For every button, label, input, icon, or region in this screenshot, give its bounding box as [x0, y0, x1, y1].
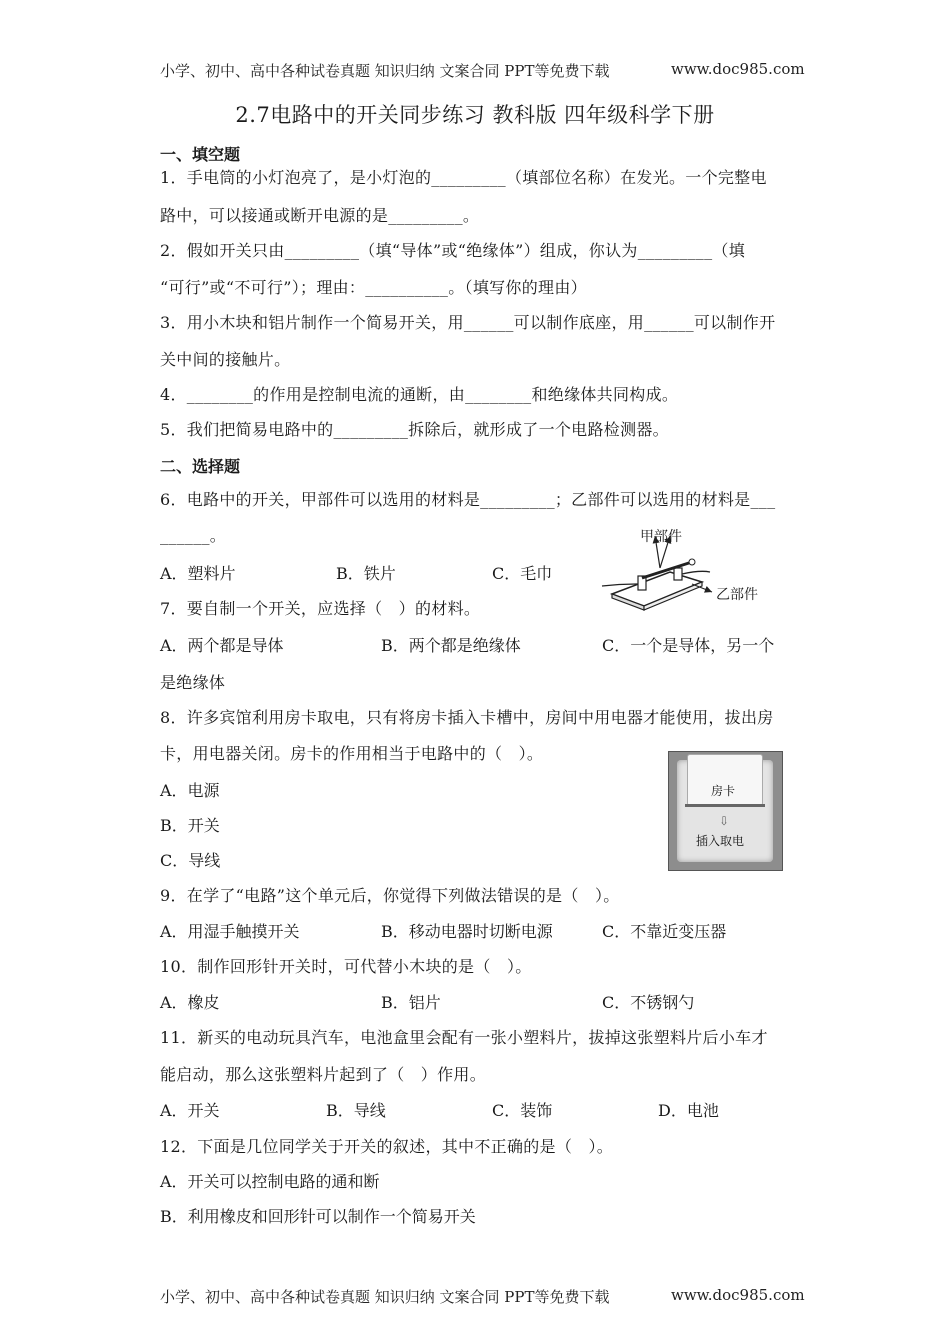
- question-9-option-c[interactable]: C．不靠近变压器: [602, 922, 727, 941]
- question-9-stem: 9．在学了“电路”这个单元后，你觉得下列做法错误的是（ ）。: [160, 886, 620, 905]
- question-10-option-b[interactable]: B．铝片: [381, 993, 441, 1012]
- question-1-line-1: 1．手电筒的小灯泡亮了，是小灯泡的_________（填部位名称）在发光。一个完整电: [160, 168, 767, 187]
- question-2-line-1: 2．假如开关只由_________（填“导体”或“绝缘体”）组成，你认为_________（填: [160, 241, 745, 260]
- question-9-option-a[interactable]: A．用湿手触摸开关: [160, 922, 300, 941]
- question-12-option-b[interactable]: B．利用橡皮和回形针可以制作一个简易开关: [160, 1207, 476, 1226]
- switch-diagram-drawing: [600, 524, 790, 614]
- question-11-option-d[interactable]: D．电池: [658, 1101, 719, 1120]
- label-jia-part: 甲部件: [640, 529, 682, 545]
- question-8-option-b[interactable]: B．开关: [160, 816, 220, 835]
- room-card-photo: [668, 751, 783, 871]
- question-8-line-2: 卡，用电器关闭。房卡的作用相当于电路中的（ ）。: [160, 744, 544, 763]
- question-12-option-a[interactable]: A．开关可以控制电路的通和断: [160, 1172, 380, 1191]
- question-10-stem: 10．制作回形针开关时，可代替小木块的是（ ）。: [160, 957, 532, 976]
- insert-power-label: 插入取电: [696, 834, 745, 848]
- question-7-option-a[interactable]: A．两个都是导体: [160, 636, 284, 655]
- label-yi-part: 乙部件: [716, 587, 758, 603]
- question-10-option-c[interactable]: C．不锈钢勺: [602, 993, 695, 1012]
- question-11-line-1: 11．新买的电动玩具汽车，电池盒里会配有一张小塑料片，拔掉这张塑料片后小车才: [160, 1028, 768, 1047]
- question-12-stem: 12．下面是几位同学关于开关的叙述，其中不正确的是（ ）。: [160, 1137, 614, 1156]
- question-8-line-1: 8．许多宾馆利用房卡取电，只有将房卡插入卡槽中，房间中用电器才能使用，拔出房: [160, 708, 774, 727]
- question-7-option-b[interactable]: B．两个都是绝缘体: [381, 636, 521, 655]
- question-8-option-c[interactable]: C．导线: [160, 851, 221, 870]
- card-slot-line: [685, 804, 765, 807]
- question-1-line-2: 路中，可以接通或断开电源的是_________。: [160, 206, 480, 225]
- question-11-option-c[interactable]: C．装饰: [492, 1101, 553, 1120]
- question-8-option-a[interactable]: A．电源: [160, 781, 220, 800]
- question-3-line-1: 3．用小木块和铝片制作一个简易开关，用______可以制作底座，用______可以制作开: [160, 313, 776, 332]
- footer-banner-url[interactable]: www.doc985.com: [671, 1286, 805, 1304]
- question-6-line-2: ______。: [160, 526, 227, 545]
- switch-diagram: [600, 524, 790, 614]
- question-4: 4．________的作用是控制电流的通断，由________和绝缘体共同构成。: [160, 385, 679, 404]
- question-7-option-c[interactable]: C．一个是导体，另一个: [602, 636, 775, 655]
- question-6-option-a[interactable]: A．塑料片: [160, 564, 236, 583]
- question-7-option-c-cont: 是绝缘体: [160, 673, 226, 692]
- header-banner-url[interactable]: www.doc985.com: [671, 60, 805, 78]
- section-choice-heading: 二、选择题: [160, 457, 241, 476]
- footer-banner-text: 小学、初中、高中各种试卷真题 知识归纳 文案合同 PPT等免费下载: [160, 1288, 610, 1306]
- section-fill-in-heading: 一、填空题: [160, 145, 241, 164]
- question-11-option-b[interactable]: B．导线: [326, 1101, 386, 1120]
- question-2-line-2: “可行”或“不可行”）；理由：__________。（填写你的理由）: [160, 278, 587, 297]
- question-11-option-a[interactable]: A．开关: [160, 1101, 220, 1120]
- question-10-option-a[interactable]: A．橡皮: [160, 993, 220, 1012]
- question-9-option-b[interactable]: B．移动电器时切断电源: [381, 922, 553, 941]
- question-6-line-1: 6．电路中的开关，甲部件可以选用的材料是_________；乙部件可以选用的材料是___: [160, 490, 776, 509]
- room-card-label: 房卡: [711, 784, 736, 798]
- header-banner-text: 小学、初中、高中各种试卷真题 知识归纳 文案合同 PPT等免费下载: [160, 62, 610, 80]
- question-6-option-b[interactable]: B．铁片: [336, 564, 396, 583]
- question-5: 5．我们把简易电路中的_________拆除后，就形成了一个电路检测器。: [160, 420, 669, 439]
- question-6-option-c[interactable]: C．毛巾: [492, 564, 553, 583]
- page-title: 2.7电路中的开关同步练习 教科版 四年级科学下册: [235, 103, 715, 127]
- question-7-stem: 7．要自制一个开关，应选择（ ）的材料。: [160, 599, 481, 618]
- question-3-line-2: 关中间的接触片。: [160, 350, 291, 369]
- question-11-line-2: 能启动，那么这张塑料片起到了（ ）作用。: [160, 1065, 487, 1084]
- insert-arrow-icon: ⇩: [719, 814, 730, 828]
